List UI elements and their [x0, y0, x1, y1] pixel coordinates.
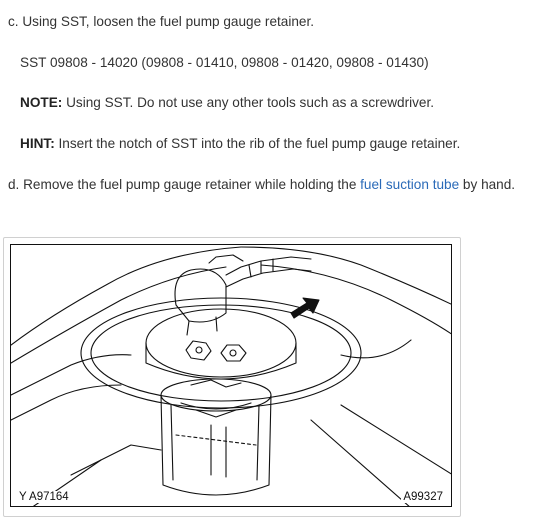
hint-label: HINT: [20, 136, 55, 151]
figure-code-right: A99327 [403, 491, 443, 503]
step-c-text: c. Using SST, loosen the fuel pump gauge retainer. [8, 14, 315, 29]
sst-number: SST 09808 - 14020 (09808 - 01410, 09808 - 01420, 09808 - 01430) [20, 55, 429, 70]
hint-text: Insert the notch of SST into the rib of the fuel pump gauge retainer. [54, 136, 461, 151]
note-line [20, 94, 434, 112]
step-d-text [8, 176, 515, 194]
hint-line [20, 135, 460, 153]
step-d-prefix: d. Remove the fuel pump gauge retainer while holding the [8, 177, 361, 192]
fuel-suction-tube-link[interactable]: fuel suction tube [360, 177, 460, 192]
note-label: NOTE: [20, 95, 63, 110]
fuel-pump-drawing [11, 245, 452, 507]
fuel-pump-illustration [10, 244, 452, 507]
step-d-suffix: by hand. [459, 177, 516, 192]
note-text: Using SST. Do not use any other tools such as a screwdriver. [62, 95, 435, 110]
figure-code-left: Y A97164 [19, 491, 69, 503]
